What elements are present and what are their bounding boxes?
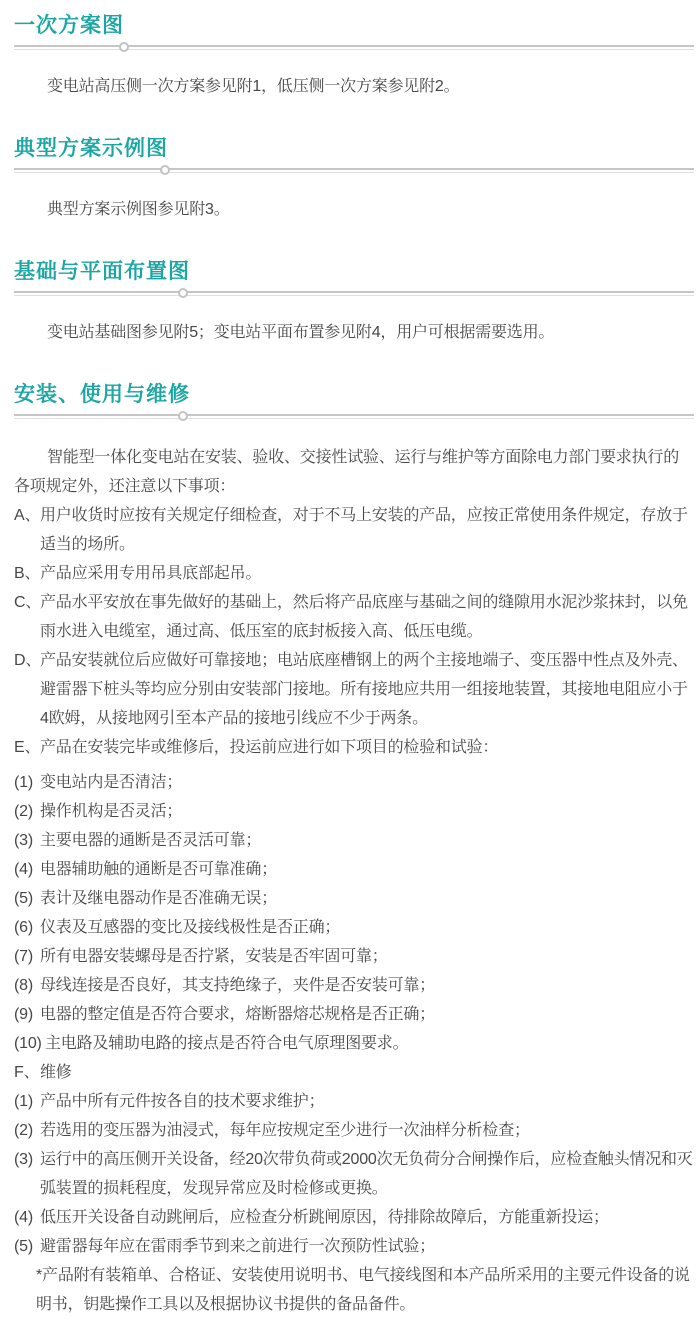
item-text: 若选用的变压器为油浸式，每年应按规定至少进行一次油样分析检查； [40, 1122, 530, 1139]
section-divider [14, 166, 694, 175]
check-item [14, 1000, 694, 1029]
maintenance-item [14, 1203, 694, 1232]
item-marker: C、 [14, 594, 42, 611]
check-item [14, 1029, 694, 1058]
item-text: 表计及继电器动作是否准确无误； [40, 890, 278, 907]
section-foundation-layout [14, 260, 694, 347]
item-text: 产品在安装完毕或维修后，投运前应进行如下项目的检验和试验： [40, 739, 499, 756]
item-text: 避雷器每年应在雷雨季节到来之前进行一次预防性试验； [40, 1238, 436, 1255]
check-item [14, 768, 694, 797]
section-install-use-maintain [14, 383, 694, 1319]
item-marker: (5) [14, 1238, 33, 1255]
item-marker: (4) [14, 1209, 33, 1226]
item-text: 操作机构是否灵活； [40, 803, 183, 820]
divider-dot-icon [160, 165, 170, 175]
item-text: 所有电器安装螺母是否拧紧，安装是否牢固可靠； [40, 948, 388, 965]
section-heading: 一次方案图 [14, 14, 124, 37]
section-divider [14, 412, 694, 421]
item-text: 运行中的高压侧开关设备，经20次带负荷或2000次无负荷分合闸操作后，应检查触头情况和灭弧装置的损耗程度，发现异常应及时检修或更换。 [40, 1151, 693, 1197]
footnote: *产品附有装箱单、合格证、安装使用说明书、电气接线图和本产品所采用的主要元件设备的说明书，钥匙操作工具以及根据协议书提供的备品备件。 [36, 1267, 690, 1313]
divider-dot-icon [119, 42, 129, 52]
item-marker: F、 [14, 1064, 40, 1081]
lettered-list [14, 501, 694, 762]
item-text: 电器辅助触的通断是否可靠准确； [40, 861, 278, 878]
maintenance-item [14, 1232, 694, 1261]
item-marker: D、 [14, 652, 42, 669]
item-marker: (1) [14, 1093, 33, 1110]
check-item [14, 942, 694, 971]
item-text: 电器的整定值是否符合要求，熔断器熔芯规格是否正确； [40, 1006, 436, 1023]
item-marker: (7) [14, 948, 33, 965]
check-item [14, 826, 694, 855]
inspection-checklist [14, 768, 694, 1058]
lettered-item [14, 646, 694, 733]
item-text: 产品安装就位后应做好可靠接地；电站底座槽钢上的两个主接地端子、变压器中性点及外壳、避雷器下桩头等均应分别由安装部门接地。所有接地应共用一组接地装置，其接地电阻应小于4欧姆，从接地网引至本产品的接地引线应不少于两条。 [40, 652, 688, 727]
item-marker: (8) [14, 977, 33, 994]
section-typical-scheme [14, 137, 694, 224]
item-text: 母线连接是否良好，其支持绝缘子，夹件是否安装可靠； [40, 977, 436, 994]
item-text: 主要电器的通断是否灵活可靠； [40, 832, 262, 849]
section-paragraph: 典型方案示例图参见附3。 [47, 201, 230, 218]
item-text: 用户收货时应按有关规定仔细检查，对于不马上安装的产品，应按正常使用条件规定，存放于适当的场所。 [40, 507, 688, 553]
maintenance-item [14, 1145, 694, 1203]
item-text: 主电路及辅助电路的接点是否符合电气原理图要求。 [45, 1035, 409, 1052]
item-text: 产品应采用专用吊具底部起吊。 [40, 565, 262, 582]
item-marker: B、 [14, 565, 41, 582]
check-item [14, 797, 694, 826]
section-heading: 基础与平面布置图 [14, 260, 190, 283]
lettered-item [14, 501, 694, 559]
intro-paragraph: 智能型一体化变电站在安装、验收、交接性试验、运行与维护等方面除电力部门要求执行的各项规定外，还注意以下事项： [14, 449, 680, 495]
maintenance-list [14, 1087, 694, 1261]
maintenance-item [14, 1087, 694, 1116]
item-marker: (6) [14, 919, 33, 936]
item-marker: (3) [14, 832, 33, 849]
item-text: 变电站内是否清洁； [40, 774, 183, 791]
item-marker: E、 [14, 739, 41, 756]
item-text: 仪表及互感器的变比及接线极性是否正确； [40, 919, 341, 936]
section-primary-scheme [14, 14, 694, 101]
item-marker: (2) [14, 803, 33, 820]
item-text: 维修 [40, 1064, 72, 1081]
section-paragraph: 变电站基础图参见附5；变电站平面布置参见附4，用户可根据需要选用。 [47, 324, 555, 341]
section-divider [14, 289, 694, 298]
check-item [14, 884, 694, 913]
item-text: 低压开关设备自动跳闸后，应检查分析跳闸原因，待排除故障后，方能重新投运； [40, 1209, 609, 1226]
item-marker: (4) [14, 861, 33, 878]
lettered-item [14, 559, 694, 588]
section-heading: 安装、使用与维修 [14, 383, 190, 406]
check-item [14, 913, 694, 942]
item-marker: (5) [14, 890, 33, 907]
item-text: 产品水平安放在事先做好的基础上，然后将产品底座与基础之间的缝隙用水泥沙浆抹封，以免雨水进入电缆室，通过高、低压室的底封板接入高、低压电缆。 [40, 594, 688, 640]
section-divider [14, 43, 694, 52]
item-marker: (10) [14, 1035, 42, 1052]
divider-dot-icon [178, 288, 188, 298]
item-text: 产品中所有元件按各自的技术要求维护； [40, 1093, 325, 1110]
divider-dot-icon [178, 411, 188, 421]
item-marker: (3) [14, 1151, 33, 1168]
maintenance-heading [14, 1058, 694, 1087]
section-paragraph: 变电站高压侧一次方案参见附1，低压侧一次方案参见附2。 [47, 78, 460, 95]
item-marker: (9) [14, 1006, 33, 1023]
item-marker: (2) [14, 1122, 33, 1139]
lettered-item [14, 733, 694, 762]
check-item [14, 971, 694, 1000]
lettered-item [14, 588, 694, 646]
maintenance-item [14, 1116, 694, 1145]
item-marker: A、 [14, 507, 41, 524]
section-heading: 典型方案示例图 [14, 137, 168, 160]
item-marker: (1) [14, 774, 33, 791]
check-item [14, 855, 694, 884]
